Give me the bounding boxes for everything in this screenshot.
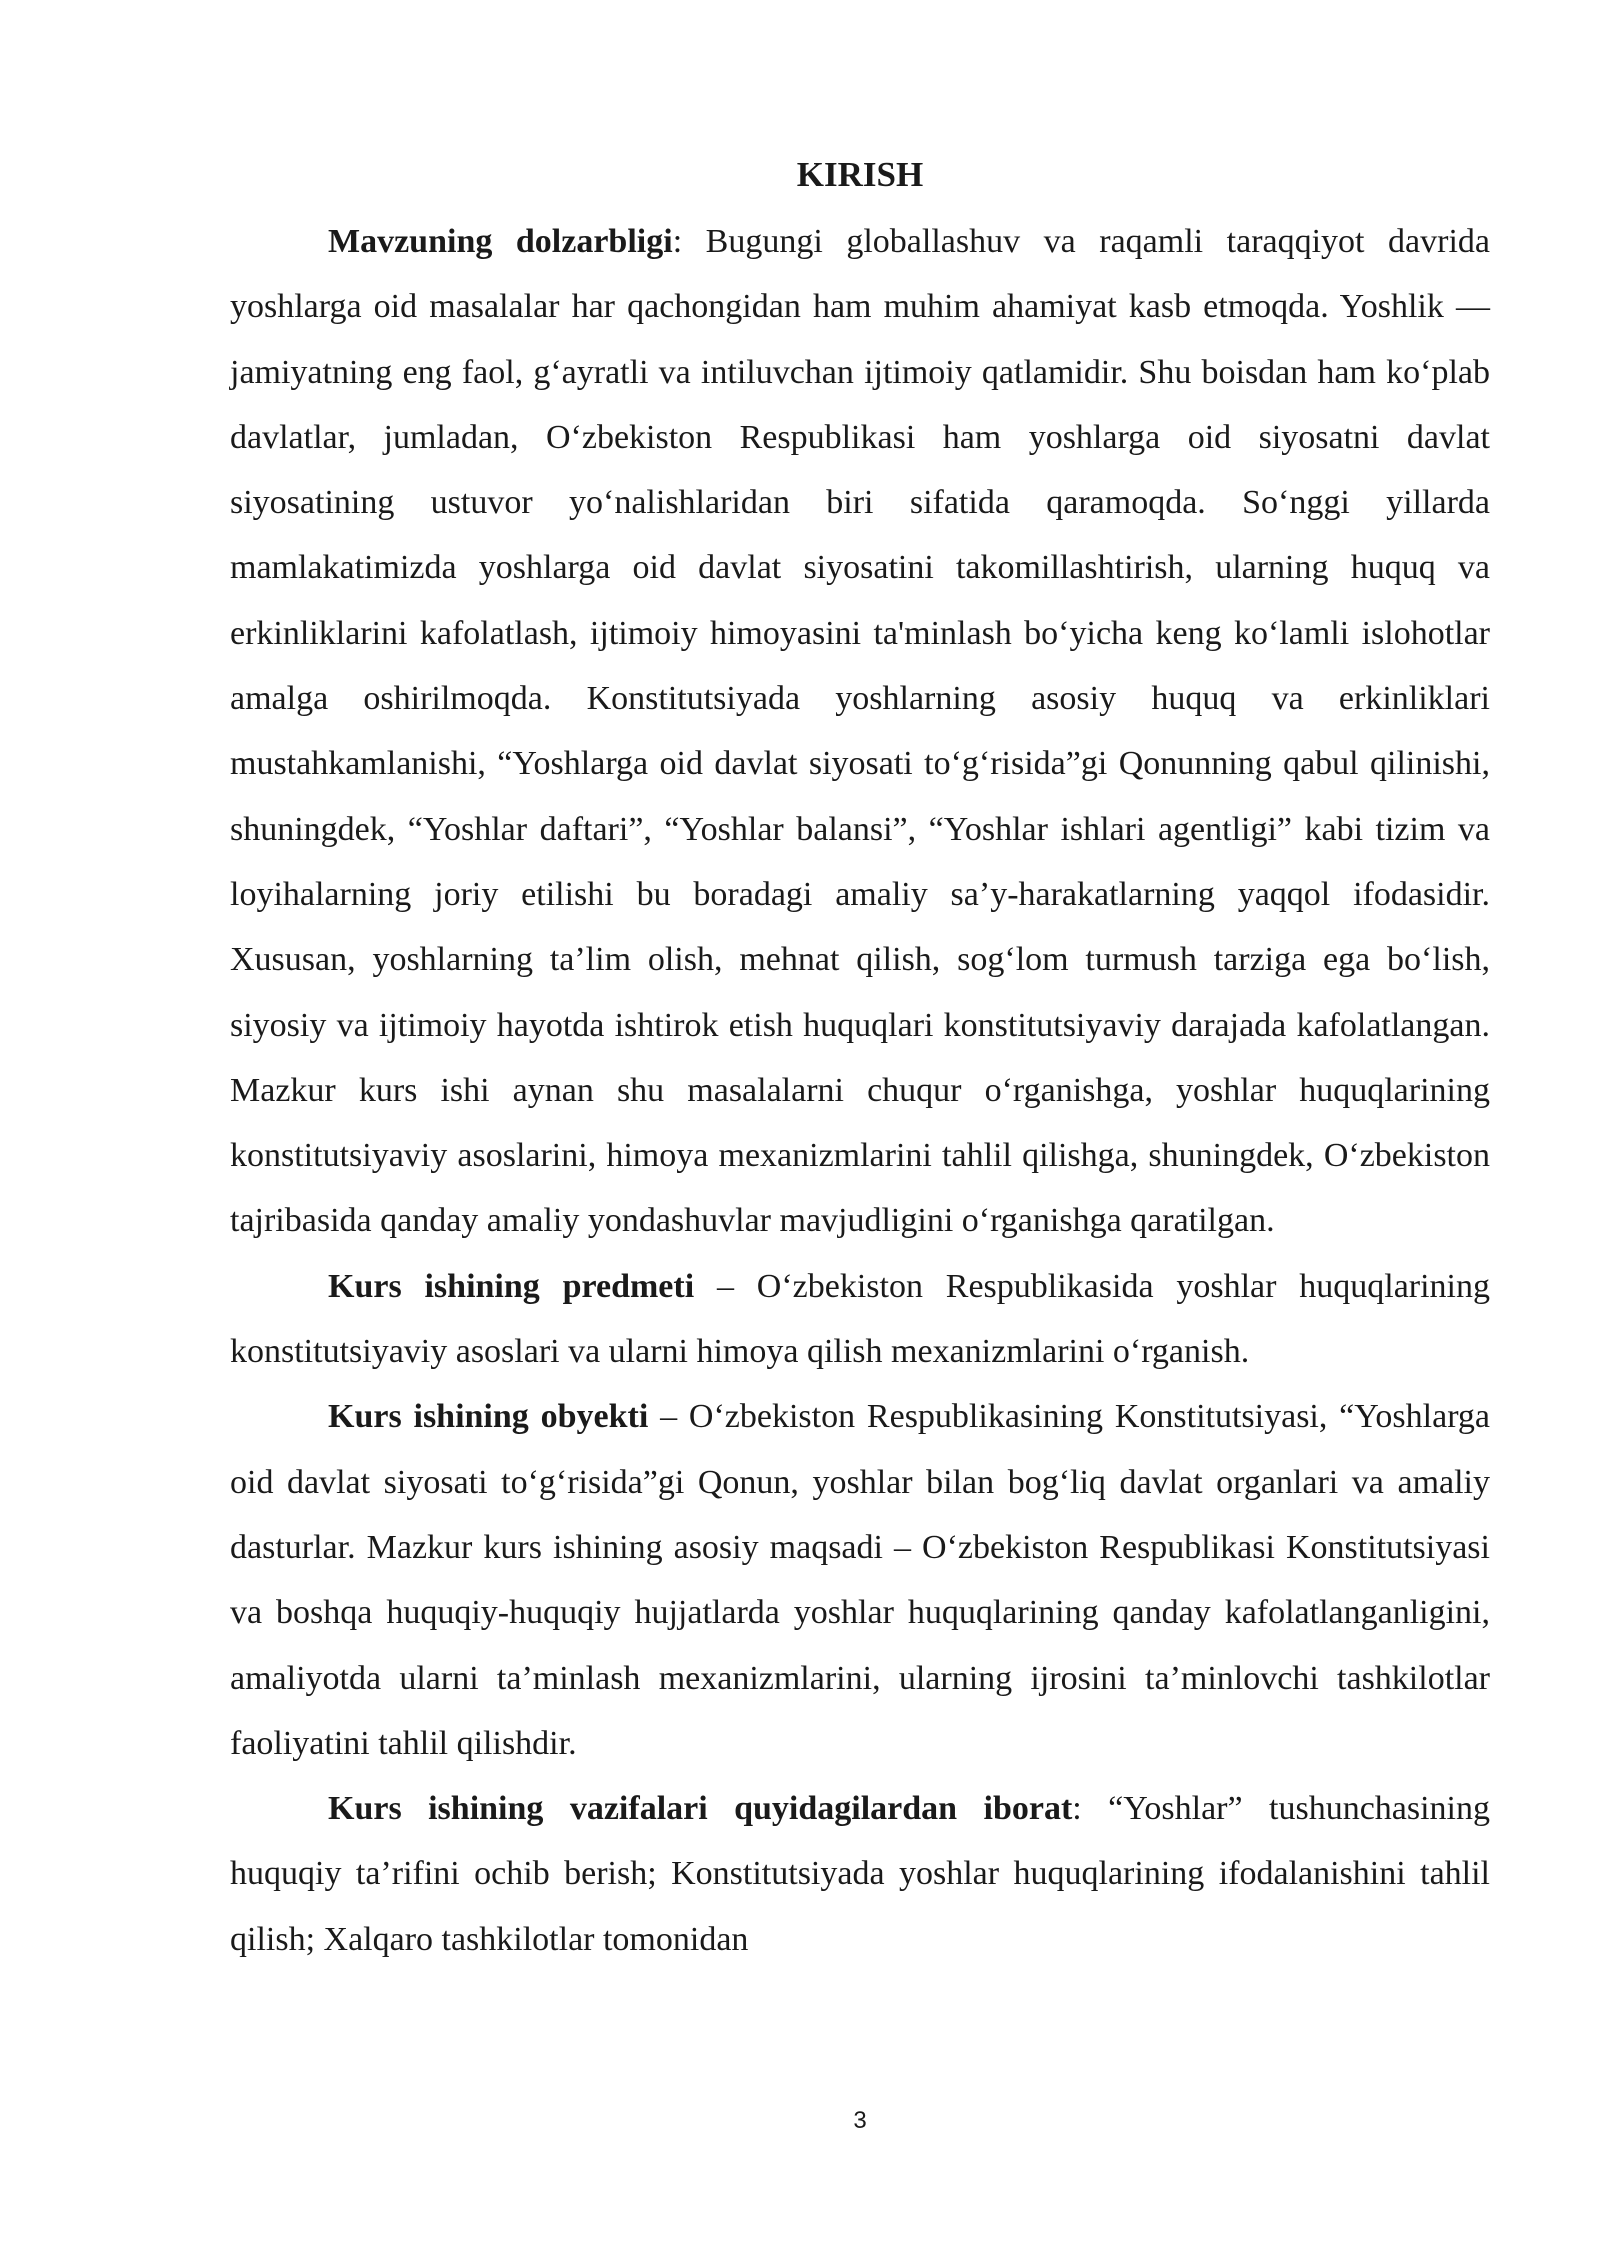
paragraph-text-tasks: : “Yoshlar” tushunchasining huquqiy ta’rifini ochib berish; Konstitutsiyada yoshlar huquqlarining ifodalanishini tahlil qilish; Xalqaro tashkilotlar tomonidan <box>230 1790 1490 1958</box>
paragraph-heading-subject: Kurs ishining predmeti <box>328 1267 695 1305</box>
paragraph-heading-relevance: Mavzuning dolzarbligi <box>328 223 673 260</box>
paragraph-heading-object: Kurs ishining obyekti <box>328 1398 649 1436</box>
page-number: 3 <box>853 2107 867 2134</box>
section-title: KIRISH <box>796 155 924 194</box>
paragraph-relevance <box>230 209 1490 1254</box>
paragraph-heading-tasks: Kurs ishining vazifalari quyidagilardan iborat <box>328 1790 1073 1828</box>
paragraph-text-relevance: : Bugungi globallashuv va raqamli taraqqiyot davrida yoshlarga oid masalalar har qachongidan ham muhim ahamiyat kasb etmoqda. Yoshlik — jamiyatning eng faol, g‘ayratli va intiluvchan ijtimoiy qatlamidir. Shu boisdan ham ko‘plab davlatlar, jumladan, O‘zbekiston Respublikasi ham yoshlarga oid siyosatni davlat siyosatining ustuvor yo‘nalishlaridan biri sifatida qaramoqda. So‘nggi yillarda mamlakatimizda yoshlarga oid davlat siyosatini takomillashtirish, ularning huquq va erkinliklarini kafolatlash, ijtimoiy himoyasini ta'minlash bo‘yicha keng ko‘lamli islohotlar amalga oshirilmoqda. Konstitutsiyada yoshlarning asosiy huquq va erkinliklari mustahkamlanishi, “Yoshlarga oid davlat siyosati to‘g‘risida”gi Qonunning qabul qilinishi, shuningdek, “Yoshlar daftari”, “Yoshlar balansi”, “Yoshlar ishlari agentligi” kabi tizim va loyihalarning joriy etilishi bu boradagi amaliy sa’y-harakatlarning yaqqol ifodasidir. Xususan, yoshlarning ta’lim olish, mehnat qilish, sog‘lom turmush tarziga ega bo‘lish, siyosiy va ijtimoiy hayotda ishtirok etish huquqlari konstitutsiyaviy darajada kafolatlangan. Mazkur kurs ishi aynan shu masalalarni chuqur o‘rganishga, yoshlar huquqlarining konstitutsiyaviy asoslarini, himoya mexanizmlarini tahlil qilishga, shuningdek, O‘zbekiston tajribasida qanday amaliy yondashuvlar mavjudligini o‘rganishga qaratilgan. <box>230 223 1490 1240</box>
paragraph-text-subject: – O‘zbekiston Respublikasida yoshlar huquqlarining konstitutsiyaviy asoslari va ularni himoya qilish mexanizmlarini o‘rganish. <box>230 1267 1490 1371</box>
paragraph-object <box>230 1384 1490 1776</box>
paragraph-tasks <box>230 1776 1490 1972</box>
paragraph-subject <box>230 1254 1490 1385</box>
body-text <box>230 209 1490 1972</box>
paragraph-text-object: – O‘zbekiston Respublikasining Konstitutsiyasi, “Yoshlarga oid davlat siyosati to‘g‘risida”gi Qonun, yoshlar bilan bog‘liq davlat organlari va amaliy dasturlar. Mazkur kurs ishining asosiy maqsadi – O‘zbekiston Respublikasi Konstitutsiyasi va boshqa huquqiy-huquqiy hujjatlarda yoshlar huquqlarining qanday kafolatlanganligini, amaliyotda ularni ta’minlash mexanizmlarini, ularning ijrosini ta’minlovchi tashkilotlar faoliyatini tahlil qilishdir. <box>230 1398 1490 1762</box>
